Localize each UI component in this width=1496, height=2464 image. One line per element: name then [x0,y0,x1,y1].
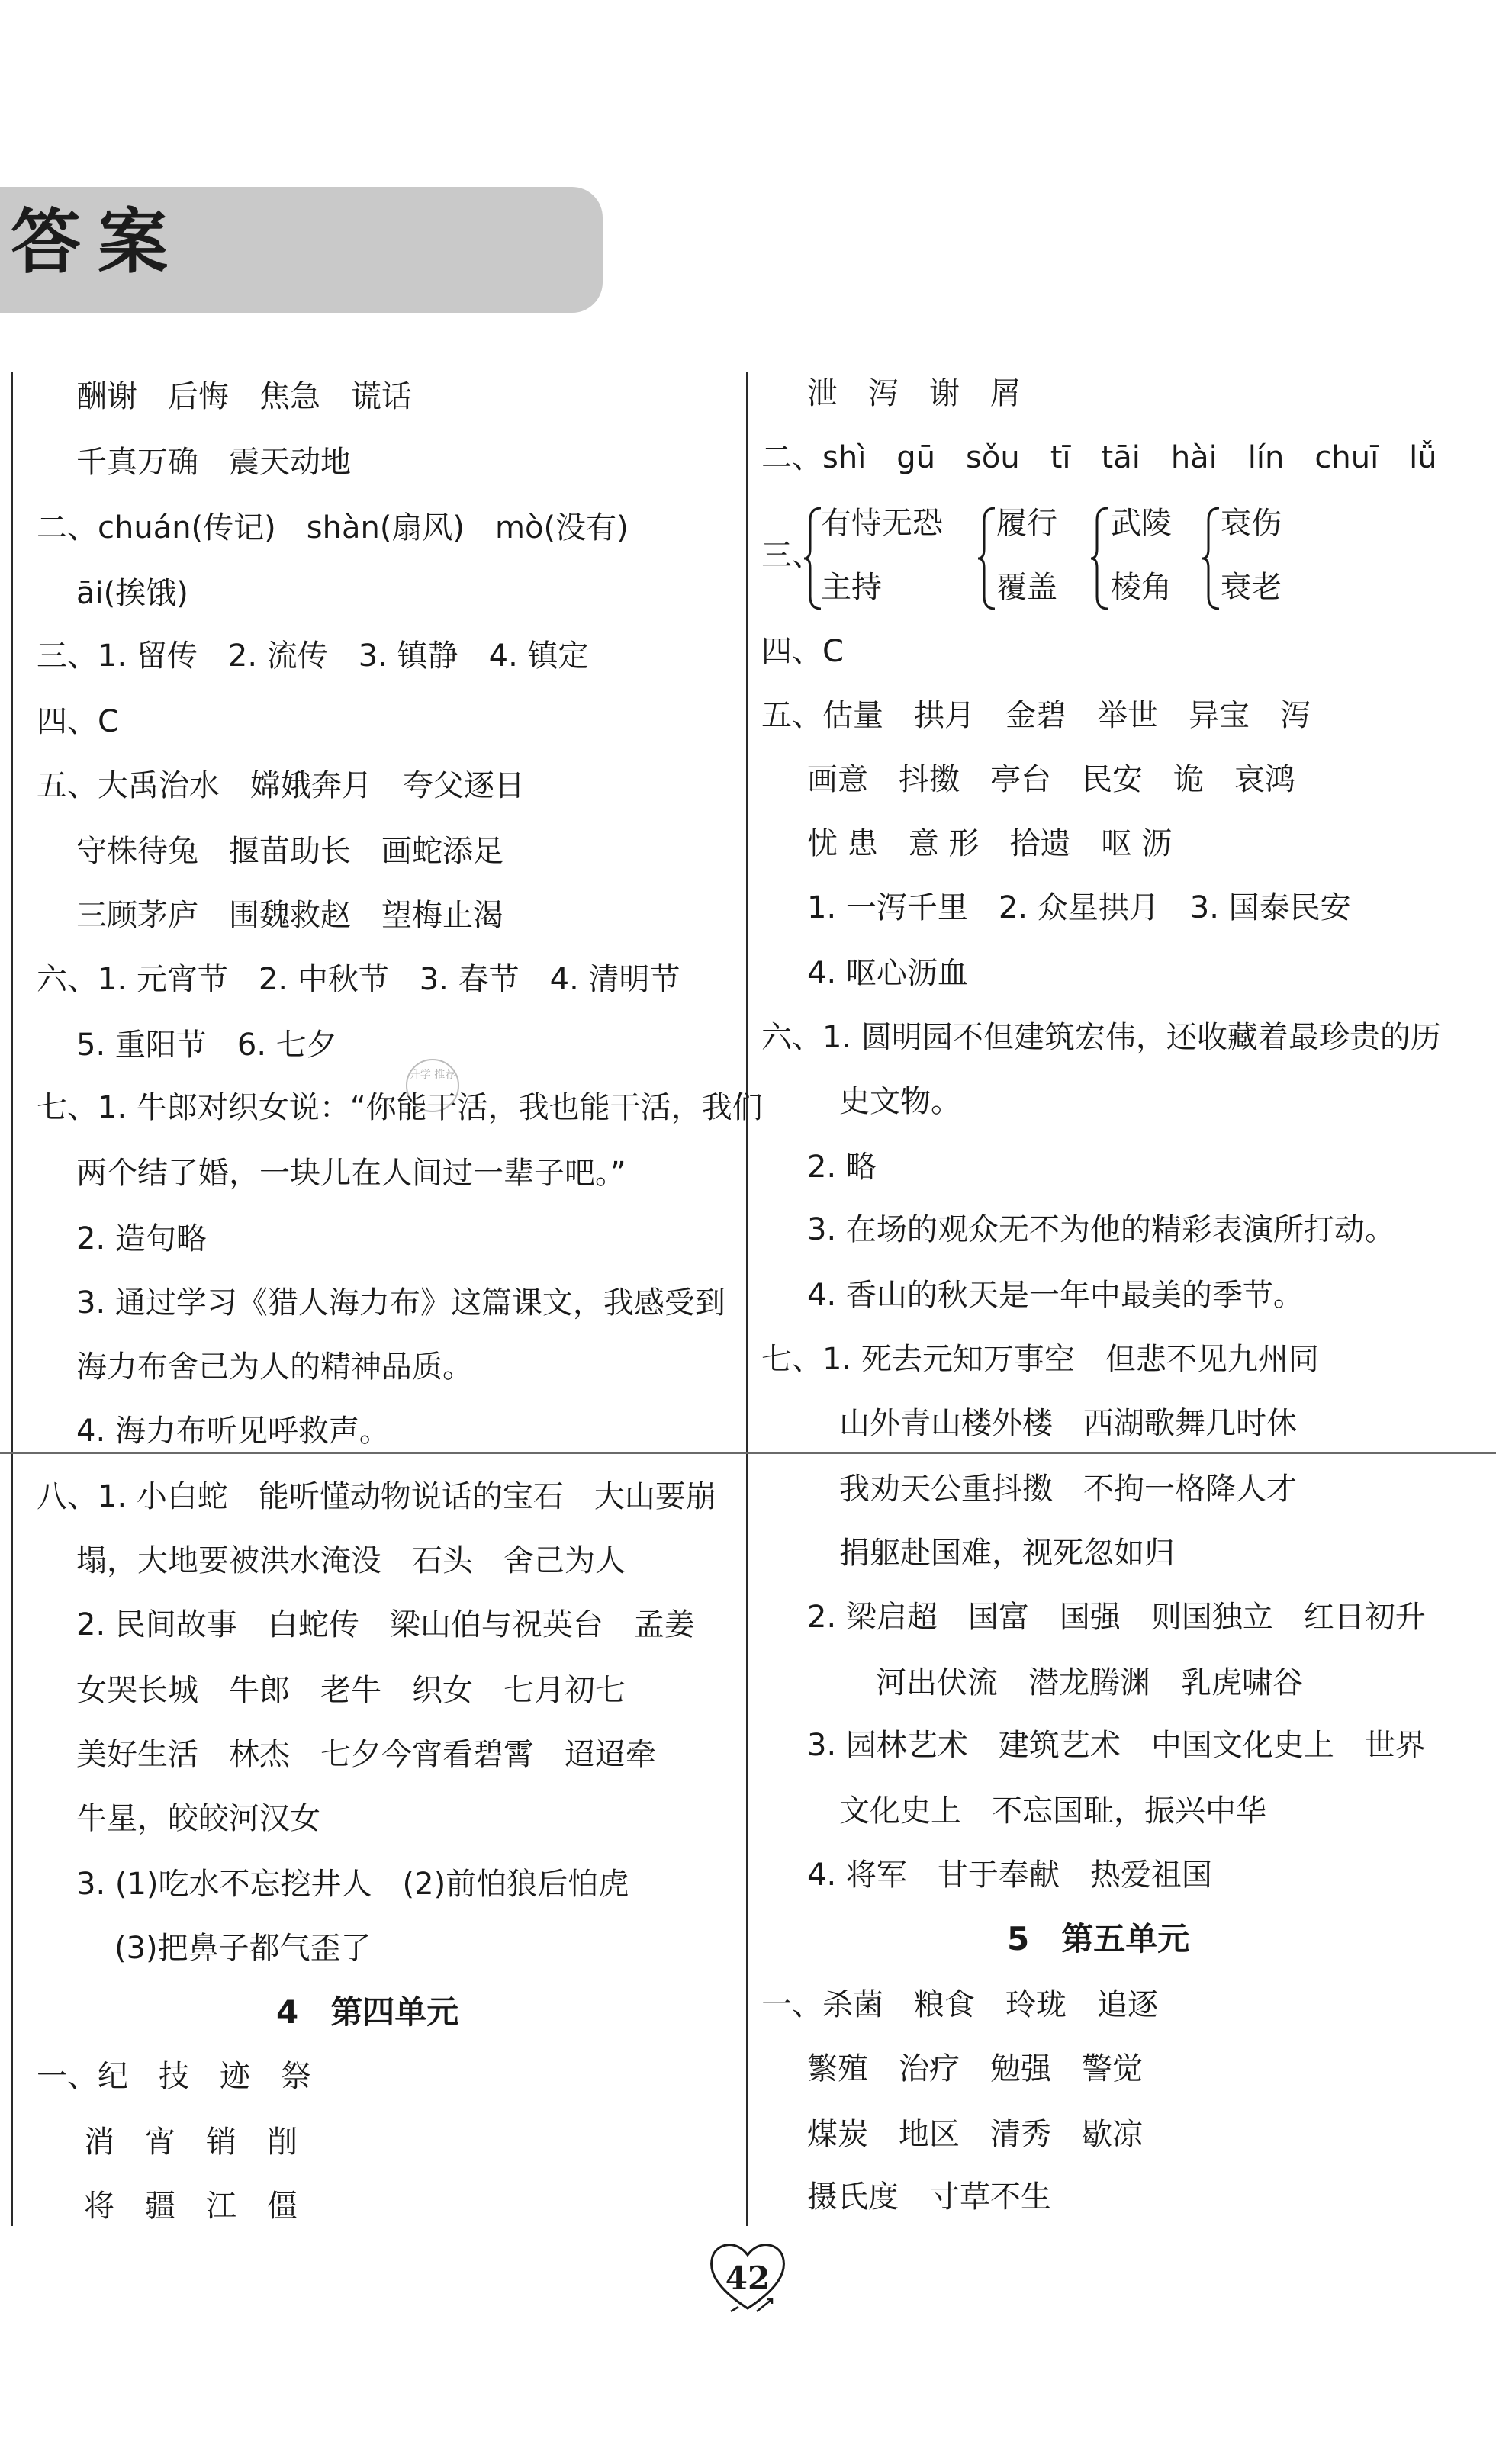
san-pair-4-bottom: 衰老 [1221,570,1282,605]
right-line-11: 2. 略 [807,1150,877,1185]
left-line-24: 3. (1)吃水不忘挖井人 (2)前怕狼后怕虎 [76,1867,629,1902]
right-line-24: 一、杀菌 粮食 玲珑 追逐 [761,1987,1158,2022]
left-line-28: 消 宵 销 削 [84,2125,298,2160]
left-line-15: 3. 通过学习《猎人海力布》这篇课文，我感受到 [76,1285,725,1320]
left-line-11: 5. 重阳节 6. 七夕 [76,1028,337,1063]
unit-5-heading: 5 第五单元 [1007,1920,1190,1957]
left-line-17: 4. 海力布听见呼救声。 [76,1414,390,1449]
left-line-20: 2. 民间故事 白蛇传 梁山伯与祝英台 孟姜 [76,1607,695,1642]
left-line-5: 三、1. 留传 2. 流传 3. 镇静 4. 镇定 [37,639,589,674]
left-line-9: 三顾茅庐 围魏救赵 望梅止渴 [76,898,503,933]
right-line-14: 七、1. 死去元知万事空 但悲不见九州同 [761,1342,1319,1377]
right-line-1: 泄 泻 谢 屑 [807,376,1021,411]
right-line-22: 4. 将军 甘于奉献 热爱祖国 [807,1858,1212,1893]
left-line-1: 酬谢 后悔 焦急 谎话 [76,379,412,414]
left-line-25: (3)把鼻子都气歪了 [114,1931,372,1966]
right-line-7: 1. 一泻千里 2. 众星拱月 3. 国泰民安 [807,890,1351,925]
left-line-10: 六、1. 元宵节 2. 中秋节 3. 春节 4. 清明节 [37,962,680,997]
right-line-13: 4. 香山的秋天是一年中最美的季节。 [807,1278,1304,1313]
right-line-19: 河出伏流 潜龙腾渊 乳虎啸谷 [876,1665,1303,1700]
fold-line [0,1452,1496,1454]
left-line-21: 女哭长城 牛郎 老牛 织女 七月初七 [76,1673,626,1708]
left-line-7: 五、大禹治水 嫦娥奔月 夸父逐日 [37,768,525,803]
left-line-27: 一、纪 技 迹 祭 [37,2059,311,2094]
left-line-29: 将 疆 江 僵 [84,2189,298,2224]
unit-4-heading: 4 第四单元 [276,1993,459,2031]
right-line-4: 五、估量 拱月 金碧 举世 异宝 泻 [761,698,1311,733]
san-pair-2-bottom: 覆盖 [996,570,1057,605]
left-line-12: 七、1. 牛郎对织女说：“你能干活，我也能干活，我们 [37,1090,763,1125]
right-line-26: 煤炭 地区 清秀 歇凉 [807,2117,1143,2152]
right-line-20: 3. 园林艺术 建筑艺术 中国文化史上 世界 [807,1728,1426,1763]
san-pair-1-bottom: 主持 [821,570,882,605]
left-line-23: 牛星，皎皎河汉女 [76,1801,320,1836]
right-line-27: 摄氏度 寸草不生 [807,2179,1051,2215]
right-line-9: 六、1. 圆明园不但建筑宏伟，还收藏着最珍贵的历 [761,1020,1441,1055]
san-pair-3-bottom: 棱角 [1111,570,1172,605]
right-line-16: 我劝天公重抖擞 不拘一格降人才 [839,1472,1297,1507]
right-line-6: 忧 患 意 形 拾遗 呕 沥 [807,826,1173,861]
right-line-25: 繁殖 治疗 勉强 警觉 [807,2051,1143,2086]
right-line-8: 4. 呕心沥血 [807,956,968,991]
column-divider [746,372,748,2226]
left-line-6: 四、C [37,704,119,739]
left-line-3: 二、chuán(传记) shàn(扇风) mò(没有) [37,510,629,545]
san-pair-1-top: 有恃无恐 [821,506,943,541]
right-line-18: 2. 梁启超 国富 国强 则国独立 红日初升 [807,1600,1426,1635]
left-line-14: 2. 造句略 [76,1221,207,1256]
left-line-4: āi(挨饿) [76,576,188,611]
left-line-13: 两个结了婚，一块儿在人间过一辈子吧。” [76,1156,626,1191]
right-line-2: 二、shì gū sǒu tī tāi hài lín chuī lǚ [761,440,1437,475]
left-margin-rule [11,372,13,2226]
left-line-16: 海力布舍己为人的精神品质。 [76,1349,473,1385]
right-line-10: 史文物。 [839,1084,961,1119]
right-line-5: 画意 抖擞 亭台 民安 诡 哀鸿 [807,762,1295,797]
san-pair-2-top: 履行 [996,506,1057,541]
banner-title: 答案 [11,201,185,283]
right-line-21: 文化史上 不忘国耻，振兴中华 [839,1793,1266,1829]
san-pair-4-top: 衰伤 [1221,506,1282,541]
left-line-2: 千真万确 震天动地 [76,445,351,480]
right-line-17: 捐躯赴国难，视死忽如归 [839,1536,1175,1571]
right-line-15: 山外青山楼外楼 西湖歌舞几时休 [839,1406,1297,1441]
left-line-18: 八、1. 小白蛇 能听懂动物说话的宝石 大山要崩 [37,1479,716,1514]
right-line-3: 四、C [761,634,844,669]
brace-icon-3 [1089,505,1112,612]
page-number: 42 [725,2260,771,2297]
san-label: 三、 [761,538,822,573]
right-line-12: 3. 在场的观众无不为他的精彩表演所打动。 [807,1212,1395,1247]
left-line-22: 美好生活 林杰 七夕今宵看碧霄 迢迢牵 [76,1737,656,1772]
left-line-19: 塌，大地要被洪水淹没 石头 舍己为人 [76,1543,626,1578]
left-line-8: 守株待兔 揠苗助长 画蛇添足 [76,834,503,869]
san-pair-3-top: 武陵 [1111,506,1172,541]
watermark-stamp: 升学 推荐 [406,1059,459,1112]
